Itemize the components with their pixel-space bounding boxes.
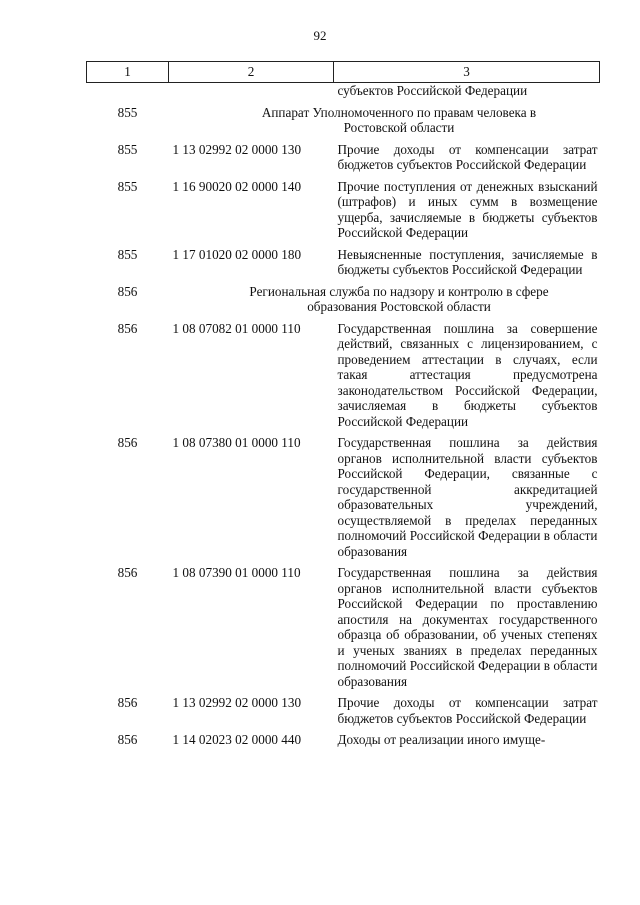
admin-code: 855 xyxy=(117,141,138,157)
table-row xyxy=(87,173,600,241)
revenue-code: 1 08 07082 01 0000 110 xyxy=(172,320,301,336)
revenue-code: 1 13 02992 02 0000 130 xyxy=(172,141,302,157)
admin-code: 856 xyxy=(117,695,138,710)
admin-code: 855 xyxy=(117,104,138,120)
section-heading: Аппарат Уполномоченного по правам человека в Ростовской области xyxy=(261,104,537,135)
table-row xyxy=(87,315,600,430)
revenue-name: Доходы от реализации иного имуще- xyxy=(337,732,546,747)
section-heading-row xyxy=(87,278,600,315)
header-col-3: 3 xyxy=(334,62,600,83)
revenue-name: Государственная пошлина за совершение действий, связанных с лицензированием, с проведением аттестации в случаях, если такая аттестация предусмотрена законодательством Российской Федерации, зачисляемая в бюджеты субъектов Российской Федерации xyxy=(337,320,598,429)
continuation-row xyxy=(87,83,600,99)
header-col-2: 2 xyxy=(169,62,334,83)
table-row xyxy=(87,429,600,559)
revenue-code: 1 14 02023 02 0000 440 xyxy=(172,732,302,747)
revenue-code: 1 08 07380 01 0000 110 xyxy=(172,435,301,450)
section-heading-row xyxy=(87,99,600,136)
revenue-name: Прочие доходы от компенсации затрат бюджетов субъектов Российской Федерации xyxy=(337,141,598,172)
admin-code: 856 xyxy=(117,283,138,299)
admin-code: 856 xyxy=(117,732,138,747)
admin-code: 856 xyxy=(117,320,138,336)
table-row xyxy=(87,726,600,748)
table-row xyxy=(87,689,600,726)
revenue-codes-table xyxy=(86,61,600,748)
revenue-code: 1 17 01020 02 0000 180 xyxy=(172,246,302,262)
header-col-1: 1 xyxy=(87,62,169,83)
revenue-name: Государственная пошлина за действия органов исполнительной власти субъектов Российской Федерации, связанные с государственной аккредитацией образовательных учреждений, осуществляемой в пределах переданных полномочий Российской Федерации в области образования xyxy=(337,435,598,559)
revenue-name: Невыясненные поступления, зачисляемые в бюджеты субъектов Российской Федерации xyxy=(337,246,598,277)
continuation-text: субъектов Российской Федерации xyxy=(337,83,528,98)
admin-code: 856 xyxy=(117,565,138,580)
table-row xyxy=(87,241,600,278)
page-number: 92 xyxy=(313,28,327,43)
admin-code: 855 xyxy=(117,178,138,194)
revenue-name: Прочие поступления от денежных взысканий (штрафов) и иных сумм в возмещение ущерба, зачисляемые в бюджеты субъектов Российской Федерации xyxy=(337,178,598,240)
revenue-name: Государственная пошлина за действия органов исполнительной власти субъектов Российской Федерации по проставлению апостиля на документах государственного образца об образовании, об ученых степенях и ученых званиях в пределах переданных полномочий Российской Федерации в области образования xyxy=(337,565,598,689)
table-header-row xyxy=(87,62,600,83)
table-row xyxy=(87,559,600,689)
section-heading: Региональная служба по надзору и контролю в сфере образования Ростовской области xyxy=(249,283,549,314)
revenue-code: 1 16 90020 02 0000 140 xyxy=(172,178,302,194)
admin-code: 856 xyxy=(117,435,138,450)
admin-code: 855 xyxy=(117,246,138,262)
revenue-code: 1 13 02992 02 0000 130 xyxy=(172,695,302,710)
revenue-code: 1 08 07390 01 0000 110 xyxy=(172,565,301,580)
table-row xyxy=(87,136,600,173)
revenue-name: Прочие доходы от компенсации затрат бюджетов субъектов Российской Федерации xyxy=(337,695,598,726)
